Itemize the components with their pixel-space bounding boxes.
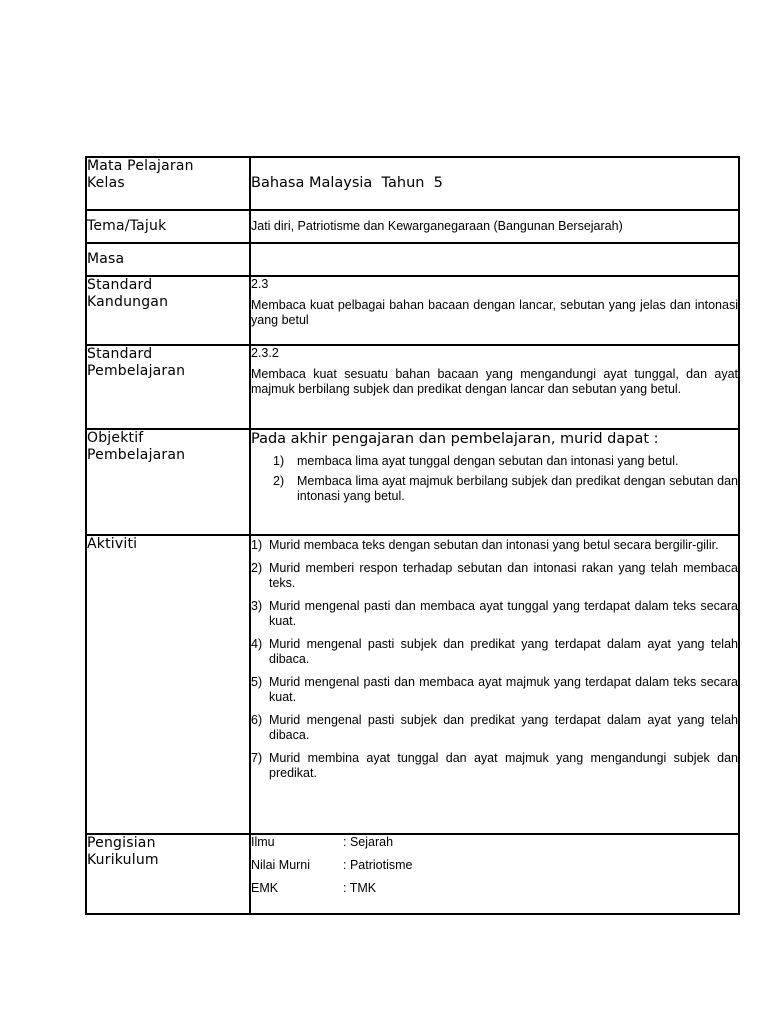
activity-text: Murid mengenal pasti subjek dan predikat yang terdapat dalam ayat yang telah dibaca. bbox=[269, 713, 738, 742]
curriculum-value: : TMK bbox=[343, 881, 377, 895]
objectives-cell bbox=[250, 429, 739, 535]
list-item bbox=[251, 538, 738, 553]
curriculum-entry bbox=[251, 835, 738, 850]
theme-label-cell bbox=[86, 210, 250, 243]
list-item bbox=[251, 454, 738, 469]
objective-number: 2) bbox=[273, 474, 285, 488]
row-subject bbox=[86, 157, 739, 210]
subject-value-cell bbox=[250, 157, 739, 210]
list-item bbox=[251, 561, 738, 591]
curriculum-cell bbox=[250, 834, 739, 914]
activity-number: 6) bbox=[251, 713, 263, 727]
row-activities bbox=[86, 535, 739, 834]
objective-number: 1) bbox=[273, 454, 285, 468]
activity-text: Murid mengenal pasti dan membaca ayat tunggal yang terdapat dalam teks secara kuat. bbox=[269, 599, 738, 628]
list-item bbox=[251, 675, 738, 705]
activity-text: Murid membaca teks dengan sebutan dan intonasi yang betul secara bergilir-gilir. bbox=[269, 538, 719, 552]
theme-value: Jati diri, Patriotisme dan Kewarganegaraan (Bangunan Bersejarah) bbox=[251, 219, 623, 233]
list-item bbox=[251, 751, 738, 781]
curriculum-label-line2: Kurikulum bbox=[87, 852, 159, 868]
objectives-label-line2: Pembelajaran bbox=[87, 447, 186, 463]
subject-label-cell bbox=[86, 157, 250, 210]
curriculum-value: : Sejarah bbox=[343, 835, 394, 849]
learning-standard-label-line1: Standard bbox=[87, 346, 153, 362]
learning-standard-label-line2: Pembelajaran bbox=[87, 363, 186, 379]
curriculum-key: Ilmu bbox=[251, 835, 275, 849]
content-standard-text: Membaca kuat pelbagai bahan bacaan dengan lancar, sebutan yang jelas dan intonasi yang betul bbox=[251, 298, 738, 327]
activity-number: 7) bbox=[251, 751, 263, 765]
row-objectives bbox=[86, 429, 739, 535]
list-item bbox=[251, 599, 738, 629]
activity-number: 3) bbox=[251, 599, 263, 613]
learning-standard-text: Membaca kuat sesuatu bahan bacaan yang mengandungi ayat tunggal, dan ayat majmuk berbilang subjek dan predikat dengan lancar dan sebutan yang betul. bbox=[251, 367, 738, 396]
objectives-label-line1: Objektif bbox=[87, 430, 144, 446]
time-value-cell bbox=[250, 243, 739, 276]
lesson-plan-table bbox=[85, 156, 740, 915]
activity-number: 4) bbox=[251, 637, 263, 651]
objectives-list bbox=[251, 454, 738, 504]
activity-number: 2) bbox=[251, 561, 263, 575]
content-standard-label-line2: Kandungan bbox=[87, 294, 169, 310]
list-item bbox=[251, 474, 738, 504]
activity-text: Murid mengenal pasti subjek dan predikat yang terdapat dalam ayat yang telah dibaca. bbox=[269, 637, 738, 666]
objectives-intro: Pada akhir pengajaran dan pembelajaran, murid dapat : bbox=[251, 431, 659, 447]
objective-text: membaca lima ayat tunggal dengan sebutan dan intonasi yang betul. bbox=[297, 454, 679, 468]
curriculum-entry bbox=[251, 881, 738, 896]
activities-label: Aktiviti bbox=[87, 536, 138, 552]
activity-number: 5) bbox=[251, 675, 263, 689]
activities-cell bbox=[250, 535, 739, 834]
curriculum-label-cell bbox=[86, 834, 250, 914]
curriculum-label-line1: Pengisian bbox=[87, 835, 156, 851]
subject-label: Mata Pelajaran bbox=[87, 158, 194, 174]
learning-standard-code: 2.3.2 bbox=[251, 346, 279, 360]
list-item bbox=[251, 713, 738, 743]
subject-value: Bahasa Malaysia Tahun 5 bbox=[251, 175, 443, 191]
content-standard-code: 2.3 bbox=[251, 277, 269, 291]
content-standard-label-cell bbox=[86, 276, 250, 345]
learning-standard-label-cell bbox=[86, 345, 250, 429]
activity-number: 1) bbox=[251, 538, 263, 552]
activities-list bbox=[251, 538, 738, 781]
activity-text: Murid mengenal pasti dan membaca ayat majmuk yang terdapat dalam teks secara kuat. bbox=[269, 675, 738, 704]
activity-text: Murid memberi respon terhadap sebutan dan intonasi rakan yang telah membaca teks. bbox=[269, 561, 738, 590]
objective-text: Membaca lima ayat majmuk berbilang subjek dan predikat dengan sebutan dan intonasi yang betul. bbox=[297, 474, 738, 503]
content-standard-label-line1: Standard bbox=[87, 277, 153, 293]
curriculum-entry bbox=[251, 858, 738, 873]
curriculum-value: : Patriotisme bbox=[343, 858, 413, 872]
theme-label: Tema/Tajuk bbox=[87, 218, 167, 234]
row-theme bbox=[86, 210, 739, 243]
theme-value-cell bbox=[250, 210, 739, 243]
activities-label-cell bbox=[86, 535, 250, 834]
learning-standard-cell bbox=[250, 345, 739, 429]
time-label-cell bbox=[86, 243, 250, 276]
row-curriculum bbox=[86, 834, 739, 914]
content-standard-cell bbox=[250, 276, 739, 345]
row-time bbox=[86, 243, 739, 276]
objectives-label-cell bbox=[86, 429, 250, 535]
time-label: Masa bbox=[87, 251, 125, 267]
row-content-standard bbox=[86, 276, 739, 345]
curriculum-key: EMK bbox=[251, 881, 279, 895]
row-learning-standard bbox=[86, 345, 739, 429]
class-label: Kelas bbox=[87, 175, 125, 191]
activity-text: Murid membina ayat tunggal dan ayat majmuk yang mengandungi subjek dan predikat. bbox=[269, 751, 738, 780]
list-item bbox=[251, 637, 738, 667]
curriculum-key: Nilai Murni bbox=[251, 858, 311, 872]
